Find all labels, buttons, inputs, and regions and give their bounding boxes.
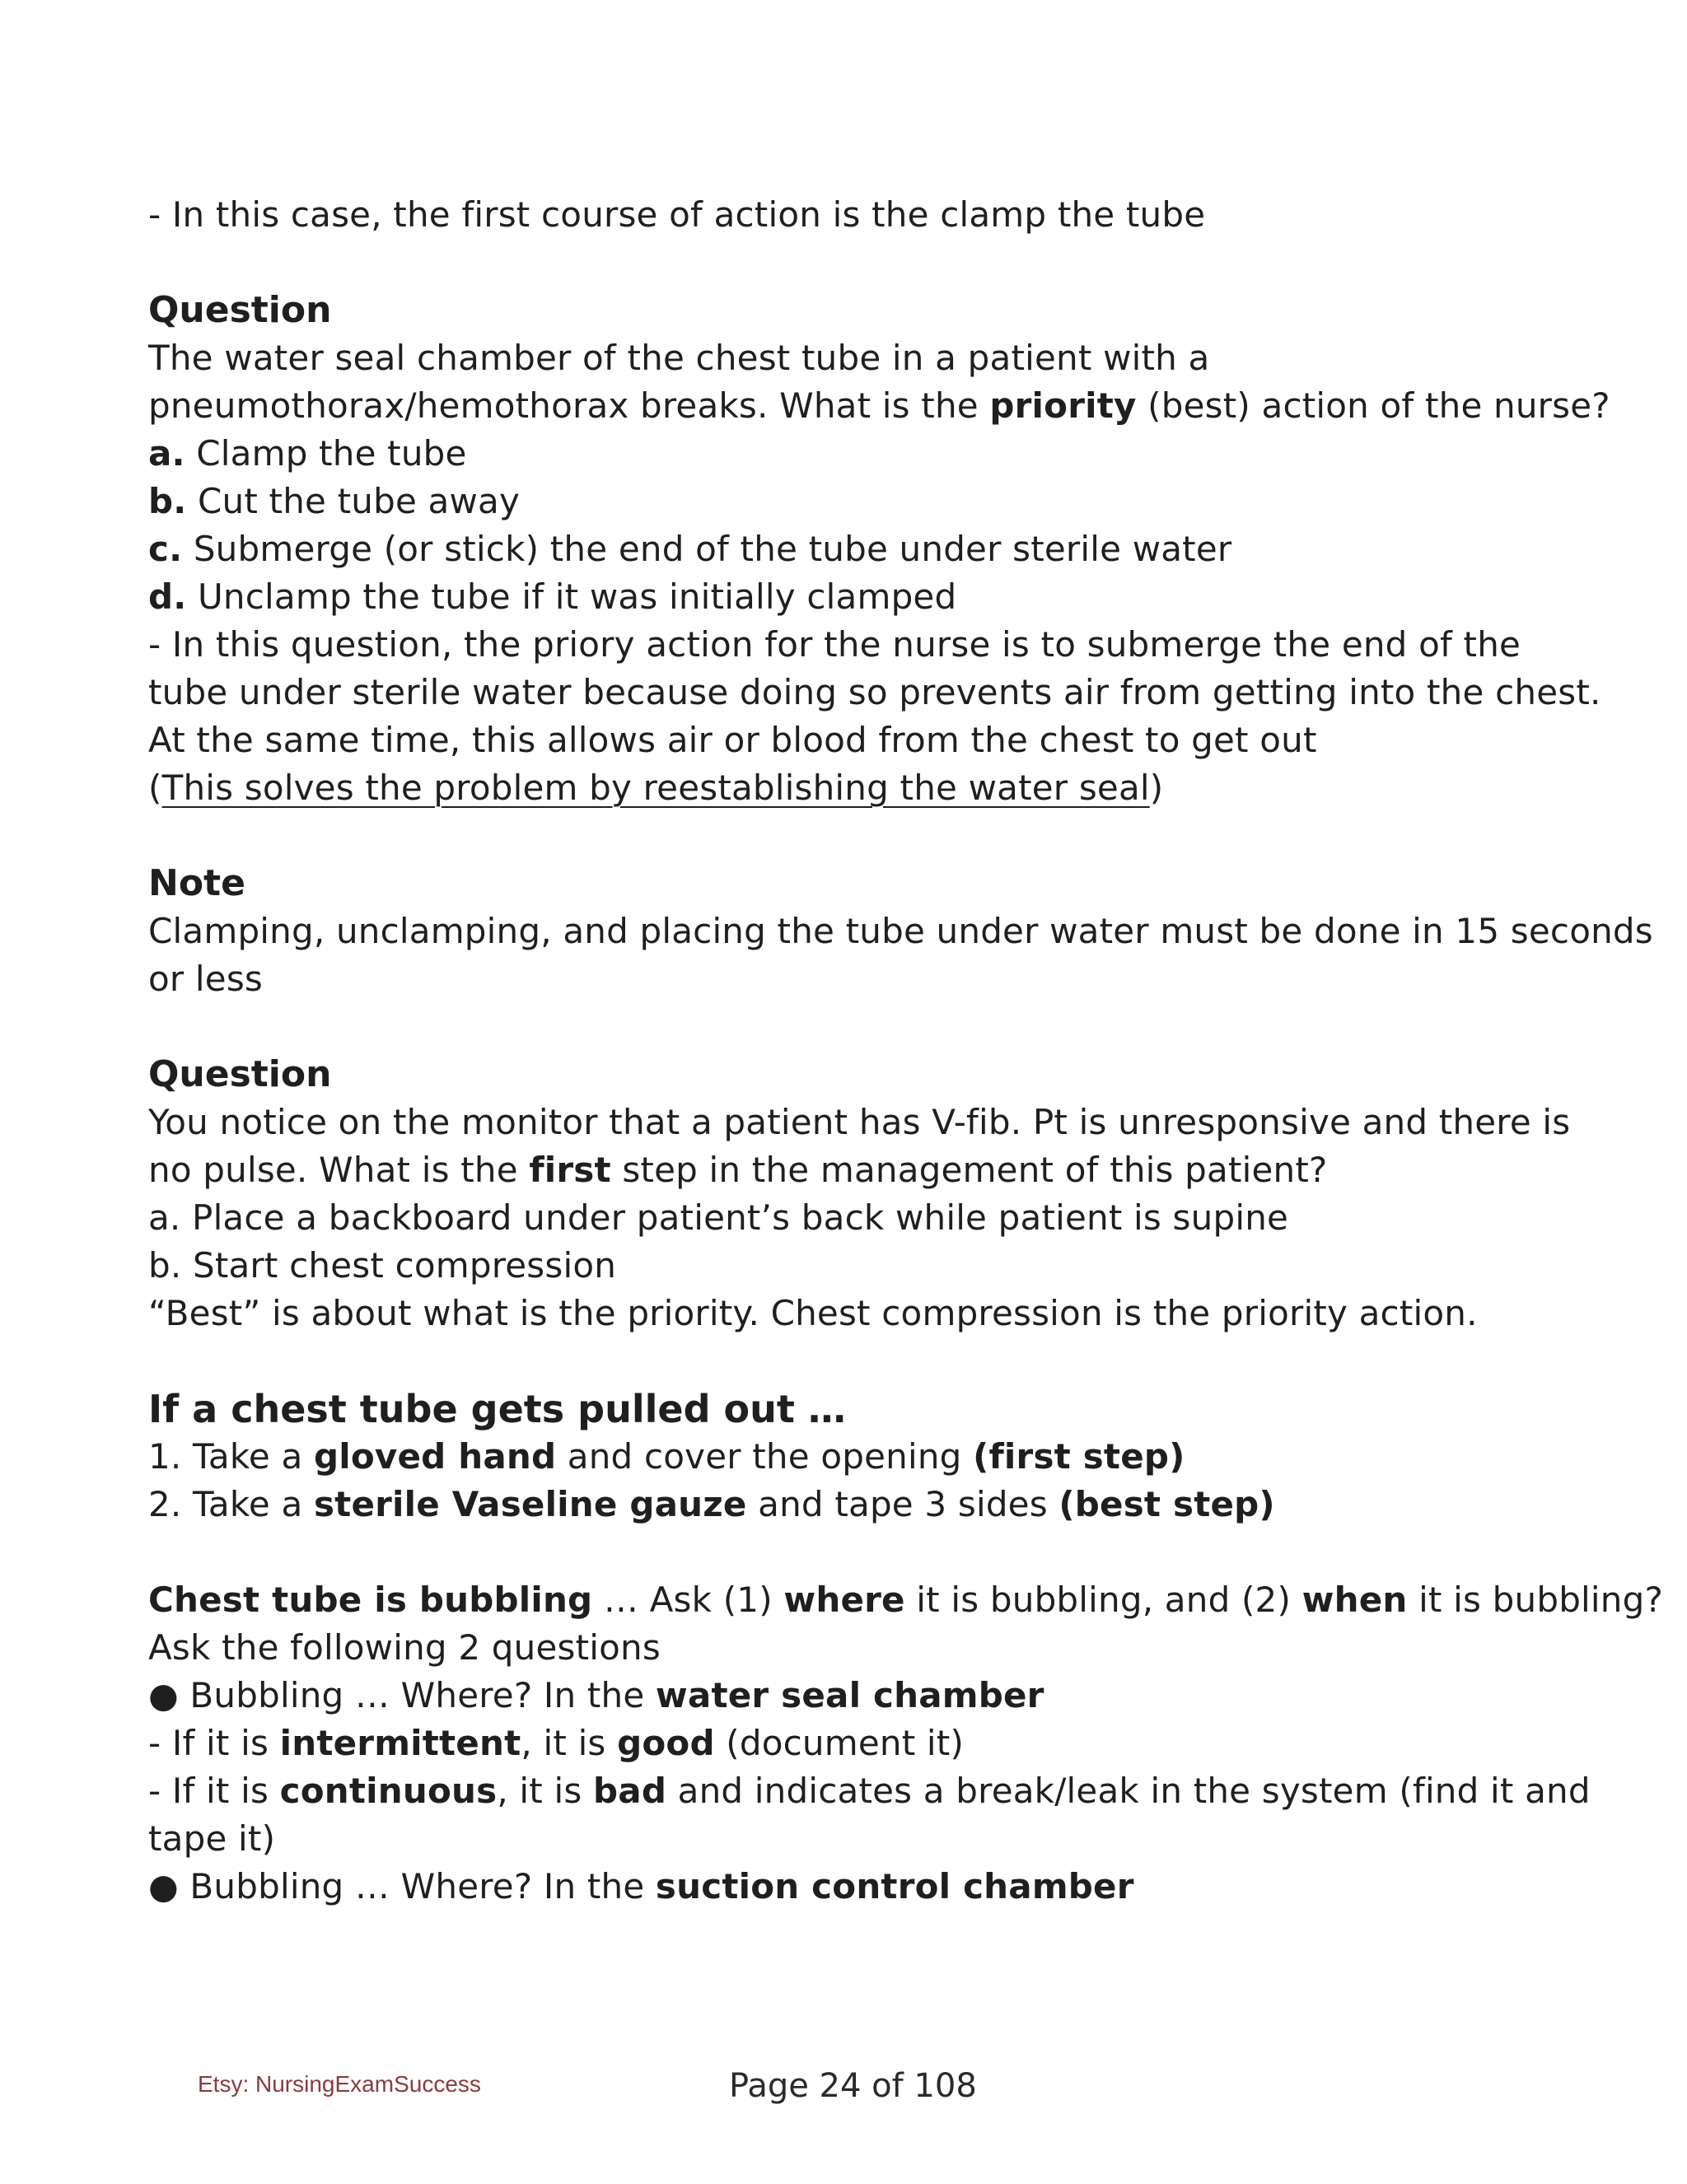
- step-text: and tape 3 sides: [746, 1484, 1059, 1524]
- rule-text: - If it is: [148, 1771, 280, 1811]
- bubbling-text: it is bubbling?: [1407, 1580, 1663, 1620]
- intro-text: - In this case, the first course of action is the clamp the tube: [148, 194, 1206, 235]
- emphasis-bad: bad: [593, 1771, 667, 1811]
- question-2-line-1: You notice on the monitor that a patient has V-fib. Pt is unresponsive and there is: [148, 1102, 1571, 1142]
- emphasis-vaseline-gauze: sterile Vaseline gauze: [313, 1484, 747, 1524]
- option-text: a. Place a backboard under patient’s back while patient is supine: [148, 1197, 1289, 1238]
- explanation-text: tube under sterile water because doing so prevents air from getting into the chest.: [148, 672, 1601, 712]
- question-1-line-2: pneumothorax/hemothorax breaks. What is the: [148, 385, 990, 426]
- emphasis-good: good: [617, 1723, 715, 1763]
- emphasis-best-step: (best step): [1058, 1484, 1275, 1524]
- bullet-text: ● Bubbling … Where? In the: [148, 1866, 656, 1906]
- bubbling-text: it is bubbling, and (2): [904, 1580, 1302, 1620]
- question-1-text: [148, 382, 1610, 430]
- question-2-explanation: [148, 1290, 1549, 1337]
- rule-text: - If it is: [148, 1723, 280, 1763]
- page-number: Page 24 of 108: [729, 2067, 977, 2105]
- question-1-text: [148, 334, 1549, 382]
- continuous-line: [148, 1767, 1591, 1815]
- step-text: 2. Take a: [148, 1484, 314, 1524]
- question-2-text: [148, 1099, 1571, 1146]
- paren-close: ): [1149, 768, 1164, 808]
- emphasis-where: where: [783, 1580, 905, 1620]
- option-d: [148, 573, 1549, 621]
- emphasis-when: when: [1301, 1580, 1408, 1620]
- emphasis-first: first: [529, 1150, 611, 1190]
- note-line: [148, 955, 1549, 1003]
- paren-open: (: [148, 768, 162, 808]
- rule-text: tape it): [148, 1818, 276, 1859]
- question-1-line-2-end: (best) action of the nurse?: [1136, 385, 1610, 426]
- spacer: [148, 1337, 1549, 1385]
- question-2-option-b: [148, 1242, 1549, 1290]
- bubbling-heading-line: [148, 1576, 1663, 1624]
- bubbling-text: … Ask (1): [592, 1580, 784, 1620]
- spacer: [148, 1528, 1549, 1576]
- option-a-text: Clamp the tube: [185, 433, 467, 474]
- rule-text: , it is: [521, 1723, 618, 1763]
- pulled-out-heading: If a chest tube gets pulled out …: [148, 1387, 846, 1431]
- explanation-line: [148, 764, 1549, 812]
- note-text: Clamping, unclamping, and placing the tube under water must be done in 15 seconds: [148, 911, 1653, 951]
- explanation-line: [148, 669, 1601, 716]
- question-2-line-2: no pulse. What is the: [148, 1150, 530, 1190]
- question-2-heading: Question: [148, 1053, 332, 1095]
- intro-line: [148, 191, 1549, 239]
- bubbling-text: Ask the following 2 questions: [148, 1627, 661, 1668]
- question-2-option-a: [148, 1194, 1549, 1242]
- intermittent-line: [148, 1720, 1549, 1767]
- page-content: [148, 191, 1663, 1911]
- option-b-key: b.: [148, 481, 187, 521]
- note-text: or less: [148, 959, 263, 999]
- question-1-line-1: The water seal chamber of the chest tube in a patient with a: [148, 338, 1210, 378]
- emphasis-gloved-hand: gloved hand: [313, 1436, 557, 1477]
- bullet-water-seal: [148, 1672, 1549, 1720]
- explanation-text: “Best” is about what is the priority. Chest compression is the priority action.: [148, 1293, 1478, 1333]
- explanation-line: [148, 716, 1549, 764]
- step-text: and cover the opening: [556, 1436, 974, 1477]
- bullet-text: ● Bubbling … Where? In the: [148, 1675, 656, 1715]
- explanation-line: [148, 621, 1549, 669]
- option-d-key: d.: [148, 576, 187, 617]
- option-a-key: a.: [148, 433, 185, 474]
- option-c-text: Submerge (or stick) the end of the tube under sterile water: [182, 529, 1232, 569]
- note-heading: Note: [148, 862, 245, 904]
- underlined-conclusion: This solves the problem by reestablishing the water seal: [161, 768, 1150, 808]
- rule-text: , it is: [497, 1771, 594, 1811]
- rule-text: and indicates a break/leak in the system (find it and: [666, 1771, 1591, 1811]
- bubbling-subline: [148, 1624, 1549, 1672]
- footer-etsy-credit: Etsy: NursingExamSuccess: [198, 2071, 481, 2097]
- note-line: [148, 908, 1653, 955]
- emphasis-first-step: (first step): [973, 1436, 1185, 1477]
- rule-text: (document it): [714, 1723, 965, 1763]
- emphasis-suction-control-chamber: suction control chamber: [655, 1866, 1134, 1906]
- question-2-text: [148, 1146, 1549, 1194]
- explanation-text: - In this question, the priory action for the nurse is to submerge the end of the: [148, 624, 1521, 665]
- bullet-suction-control: [148, 1863, 1549, 1911]
- step-text: 1. Take a: [148, 1436, 314, 1477]
- pulled-out-step-2: [148, 1481, 1549, 1528]
- emphasis-continuous: continuous: [279, 1771, 498, 1811]
- question-1-heading: Question: [148, 289, 332, 331]
- spacer: [148, 812, 1549, 860]
- spacer: [148, 239, 1549, 287]
- emphasis-intermittent: intermittent: [279, 1723, 521, 1763]
- option-b: [148, 478, 1549, 525]
- option-c-key: c.: [148, 529, 183, 569]
- option-d-text: Unclamp the tube if it was initially clamped: [186, 576, 957, 617]
- explanation-text: At the same time, this allows air or blood from the chest to get out: [148, 720, 1317, 760]
- emphasis-priority: priority: [989, 385, 1137, 426]
- option-c: [148, 525, 1549, 573]
- emphasis-water-seal-chamber: water seal chamber: [655, 1675, 1044, 1715]
- option-text: b. Start chest compression: [148, 1245, 617, 1286]
- continuous-line-2: [148, 1815, 1549, 1863]
- pulled-out-step-1: [148, 1433, 1549, 1481]
- question-2-line-2-end: step in the management of this patient?: [610, 1150, 1328, 1190]
- option-a: [148, 430, 1549, 478]
- bubbling-heading: Chest tube is bubbling: [148, 1580, 593, 1620]
- spacer: [148, 1003, 1549, 1051]
- option-b-text: Cut the tube away: [186, 481, 521, 521]
